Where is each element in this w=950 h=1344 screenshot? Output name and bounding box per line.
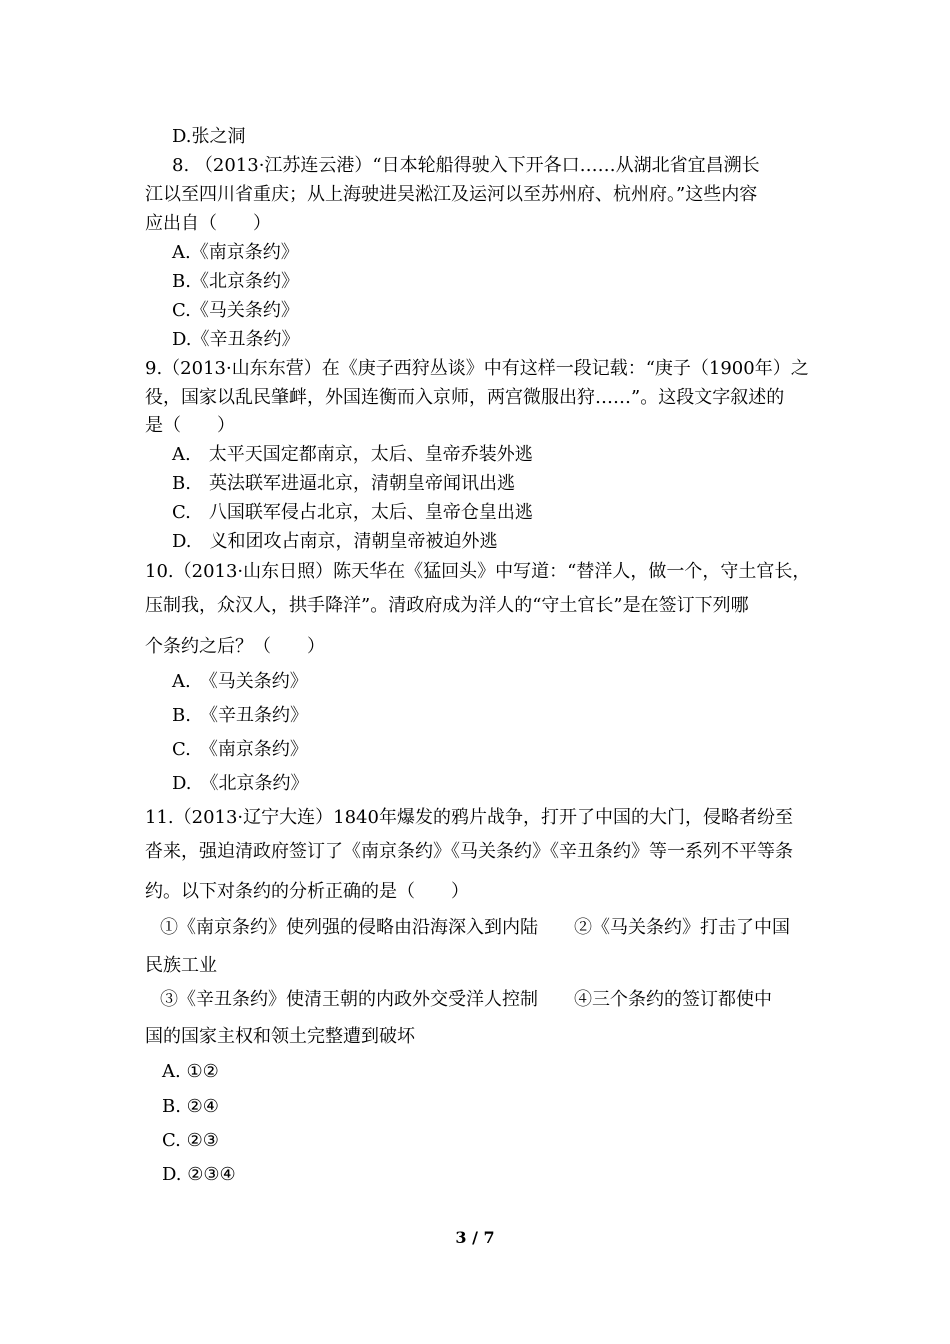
q11-line-2: 沓来，强迫清政府签订了《南京条约》《马关条约》《辛丑条约》等一系列不平等条 [145,841,793,862]
q11-option-c: C. ②③ [162,1130,219,1151]
q8-line-2: 江以至四川省重庆；从上海驶进吴淞江及运河以至苏州府、杭州府。”这些内容 [145,184,758,205]
q8-line-1: 8. （2013·江苏连云港）“日本轮船得驶入下开各口……从湖北省宜昌溯长 [172,155,760,176]
q10-line-1: 10.（2013·山东日照）陈天华在《猛回头》中写道：“替洋人，做一个，守土官长， [145,561,811,582]
q11-statement-2-cont: 国的国家主权和领土完整遭到破坏 [145,1026,415,1047]
q10-option-d: D. 《北京条约》 [172,773,309,794]
q11-line-1: 11.（2013·辽宁大连）1840年爆发的鸦片战争，打开了中国的大门，侵略者纷至 [145,807,793,828]
q10-line-3: 个条约之后？（ ） [145,636,325,657]
q9-option-a: A. 太平天国定都南京，太后、皇帝乔装外逃 [172,444,533,465]
page-number: 3 / 7 [455,1228,495,1247]
q8-option-c: C.《马关条约》 [172,300,299,321]
q8-option-d: D.《辛丑条约》 [172,329,300,350]
q11-statement-2: ③《辛丑条约》使清王朝的内政外交受洋人控制 ④三个条约的签订都使中 [160,989,772,1010]
q8-line-3: 应出自（ ） [145,213,271,234]
q11-option-a: A. ①② [162,1061,219,1082]
q10-line-2: 压制我，众汉人，拱手降洋”。清政府成为洋人的“守土官长”是在签订下列哪 [145,595,749,616]
q9-line-2: 役，国家以乱民肇衅，外国连衡而入京师，两宫微服出狩……”。这段文字叙述的 [145,387,785,408]
q11-statement-1-cont: 民族工业 [145,955,217,976]
q7-option-d: D.张之洞 [172,126,246,147]
q9-option-d: D. 义和团攻占南京，清朝皇帝被迫外逃 [172,531,498,552]
q10-option-b: B. 《辛丑条约》 [172,705,308,726]
q10-option-c: C. 《南京条约》 [172,739,308,760]
q11-option-b: B. ②④ [162,1096,219,1117]
q9-option-b: B. 英法联军进逼北京，清朝皇帝闻讯出逃 [172,473,515,494]
q10-option-a: A. 《马关条约》 [172,671,308,692]
q9-line-1: 9.（2013·山东东营）在《庚子西狩丛谈》中有这样一段记载：“庚子（1900年）之 [145,358,809,379]
q11-line-3: 约。以下对条约的分析正确的是（ ） [145,881,469,902]
q8-option-a: A.《南京条约》 [172,242,299,263]
q9-option-c: C. 八国联军侵占北京，太后、皇帝仓皇出逃 [172,502,533,523]
q11-option-d: D. ②③④ [162,1164,236,1185]
q8-option-b: B.《北京条约》 [172,271,299,292]
q9-line-3: 是（ ） [145,415,235,436]
q11-statement-1: ①《南京条约》使列强的侵略由沿海深入到内陆 ②《马关条约》打击了中国 [160,917,790,938]
